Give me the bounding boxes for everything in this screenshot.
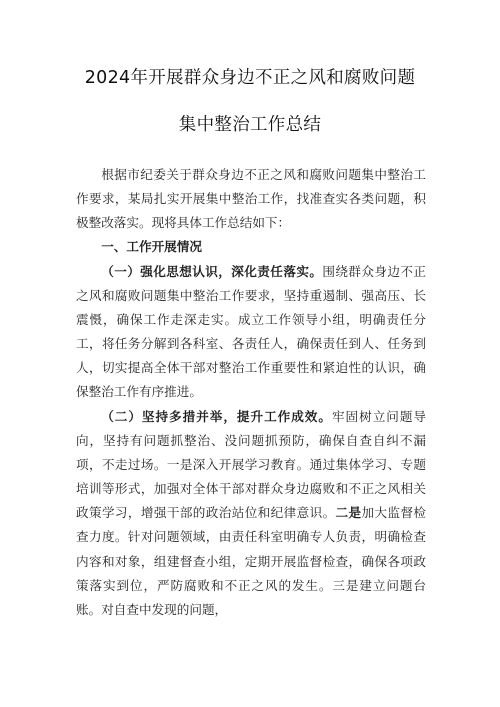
intro-paragraph: 根据市纪委关于群众身边不正之风和腐败问题集中整治工作要求，某局扎实开展集中整治工作，找准查实各类问题，积极整改落实。现将具体工作总结如下： (76, 167, 426, 231)
document-body (76, 163, 426, 622)
item1-bold-lead: （一）强化思想认识，深化责任落实。 (101, 263, 323, 279)
item2-text-a: 牢固树立问题导向，坚持有问题抓整治、没问题抓预防，确保自查自纠不漏项，不走过场。一是深入开展学习教育。通过集体学习、专题培训等形式，加强对全体干部对群众身边腐败和不正之风相关政策学习，增强干部的政治站位和纪律意识。 (76, 408, 427, 521)
item2-paragraph (76, 405, 426, 622)
item1-text: 围绕群众身边不正之风和腐败问题集中整治工作要求，坚持重遏制、强高压、长震慑，确保工作走深走实。成立工作领导小组，明确责任分工，将任务分解到各科室、各责任人，确保责任到人、任务到人，切实提高全体干部对整治工作重要性和紧迫性的认识，确保整治工作有序推进。 (76, 263, 427, 400)
item2-bold-b: 二是 (335, 505, 362, 521)
document-title-line1: 2024年开展群众身边不正之风和腐败问题 (84, 68, 416, 88)
item2-text-b: 加大监督检查力度。针对问题领域，由责任科室明确专人负责，明确检查内容和对象，组建督查小组，定期开展监督检查，确保各项政策落实到位，严防腐败和不正之风的发生。三是建立问题台账。对自查中发现的问题， (76, 505, 427, 617)
document-title-line2: 集中整治工作总结 (178, 115, 322, 135)
section1-heading: 一、工作开展情况 (101, 239, 202, 255)
item2-bold-lead: （二）坚持多措并举，提升工作成效。 (101, 408, 332, 424)
item1-paragraph (76, 260, 426, 405)
